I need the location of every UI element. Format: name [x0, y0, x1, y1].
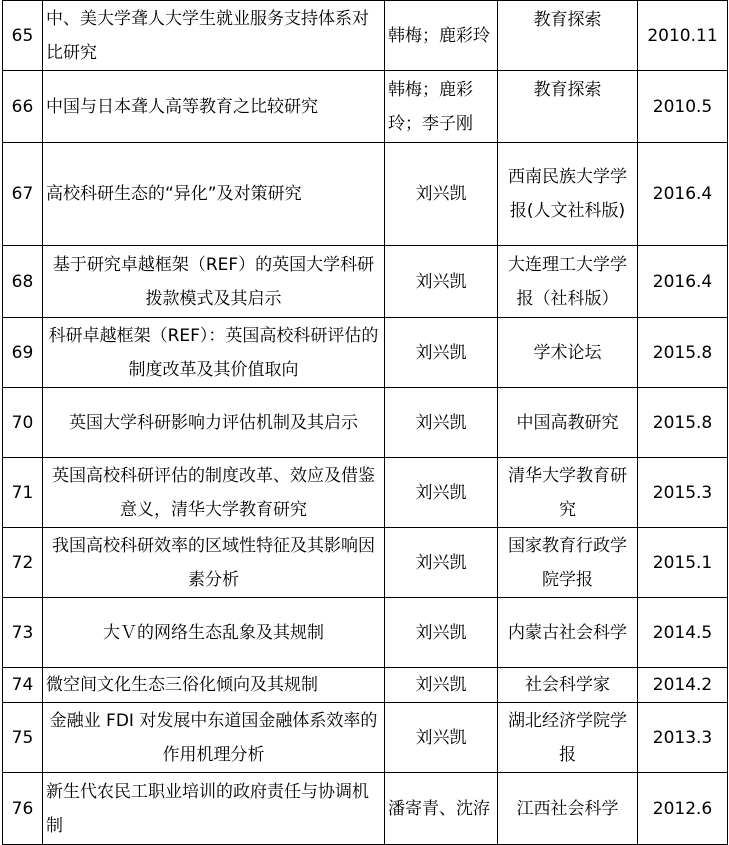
- row-number: 76: [3, 773, 43, 845]
- row-number: 75: [3, 703, 43, 773]
- table-row: [3, 773, 728, 845]
- row-number: 65: [3, 1, 43, 71]
- row-number: 71: [3, 458, 43, 528]
- journal: 教育探索: [498, 1, 638, 71]
- publish-date: 2016.4: [638, 246, 728, 318]
- author: 韩梅；鹿彩玲: [385, 1, 498, 71]
- paper-title: 基于研究卓越框架（REF）的英国大学科研拨款模式及其启示: [43, 246, 385, 318]
- publication-table: [2, 0, 728, 845]
- author: 潘寄青、沈洊: [385, 773, 498, 845]
- table-row: [3, 318, 728, 388]
- table-row: [3, 1, 728, 71]
- publish-date: 2013.3: [638, 703, 728, 773]
- paper-title: 金融业 FDI 对发展中东道国金融体系效率的作用机理分析: [43, 703, 385, 773]
- author: 韩梅；鹿彩玲；李子刚: [385, 71, 498, 143]
- table-row: [3, 246, 728, 318]
- paper-title: 高校科研生态的“异化”及对策研究: [43, 143, 385, 246]
- journal: 国家教育行政学院学报: [498, 528, 638, 598]
- paper-title: 英国大学科研影响力评估机制及其启示: [43, 388, 385, 458]
- author: 刘兴凯: [385, 528, 498, 598]
- row-number: 72: [3, 528, 43, 598]
- row-number: 68: [3, 246, 43, 318]
- author: 刘兴凯: [385, 318, 498, 388]
- journal: 教育探索: [498, 71, 638, 143]
- journal: 清华大学教育研究: [498, 458, 638, 528]
- paper-title: 新生代农民工职业培训的政府责任与协调机制: [43, 773, 385, 845]
- table-row: [3, 528, 728, 598]
- author: 刘兴凯: [385, 388, 498, 458]
- journal: 学术论坛: [498, 318, 638, 388]
- paper-title: 英国高校科研评估的制度改革、效应及借鉴意义，清华大学教育研究: [43, 458, 385, 528]
- row-number: 74: [3, 668, 43, 703]
- row-number: 70: [3, 388, 43, 458]
- author: 刘兴凯: [385, 598, 498, 668]
- paper-title: 中国与日本聋人高等教育之比较研究: [43, 71, 385, 143]
- publish-date: 2014.5: [638, 598, 728, 668]
- publish-date: 2015.1: [638, 528, 728, 598]
- journal: 西南民族大学学报(人文社科版): [498, 143, 638, 246]
- journal: 大连理工大学学报（社科版）: [498, 246, 638, 318]
- paper-title: 微空间文化生态三俗化倾向及其规制: [43, 668, 385, 703]
- journal: 内蒙古社会科学: [498, 598, 638, 668]
- table-row: [3, 71, 728, 143]
- row-number: 66: [3, 71, 43, 143]
- publish-date: 2010.5: [638, 71, 728, 143]
- table-row: [3, 598, 728, 668]
- author: 刘兴凯: [385, 703, 498, 773]
- paper-title: 我国高校科研效率的区域性特征及其影响因素分析: [43, 528, 385, 598]
- journal: 江西社会科学: [498, 773, 638, 845]
- publish-date: 2015.8: [638, 318, 728, 388]
- table-row: [3, 388, 728, 458]
- table-row: [3, 458, 728, 528]
- publish-date: 2010.11: [638, 1, 728, 71]
- row-number: 69: [3, 318, 43, 388]
- publish-date: 2012.6: [638, 773, 728, 845]
- table-row: [3, 703, 728, 773]
- table-row: [3, 668, 728, 703]
- author: 刘兴凯: [385, 143, 498, 246]
- publish-date: 2015.3: [638, 458, 728, 528]
- publish-date: 2014.2: [638, 668, 728, 703]
- journal: 中国高教研究: [498, 388, 638, 458]
- journal: 社会科学家: [498, 668, 638, 703]
- paper-title: 大Ｖ的网络生态乱象及其规制: [43, 598, 385, 668]
- row-number: 67: [3, 143, 43, 246]
- paper-title: 中、美大学聋人大学生就业服务支持体系对比研究: [43, 1, 385, 71]
- author: 刘兴凯: [385, 668, 498, 703]
- journal: 湖北经济学院学报: [498, 703, 638, 773]
- row-number: 73: [3, 598, 43, 668]
- author: 刘兴凯: [385, 458, 498, 528]
- publish-date: 2016.4: [638, 143, 728, 246]
- publish-date: 2015.8: [638, 388, 728, 458]
- author: 刘兴凯: [385, 246, 498, 318]
- table-row: [3, 143, 728, 246]
- paper-title: 科研卓越框架（REF）：英国高校科研评估的制度改革及其价值取向: [43, 318, 385, 388]
